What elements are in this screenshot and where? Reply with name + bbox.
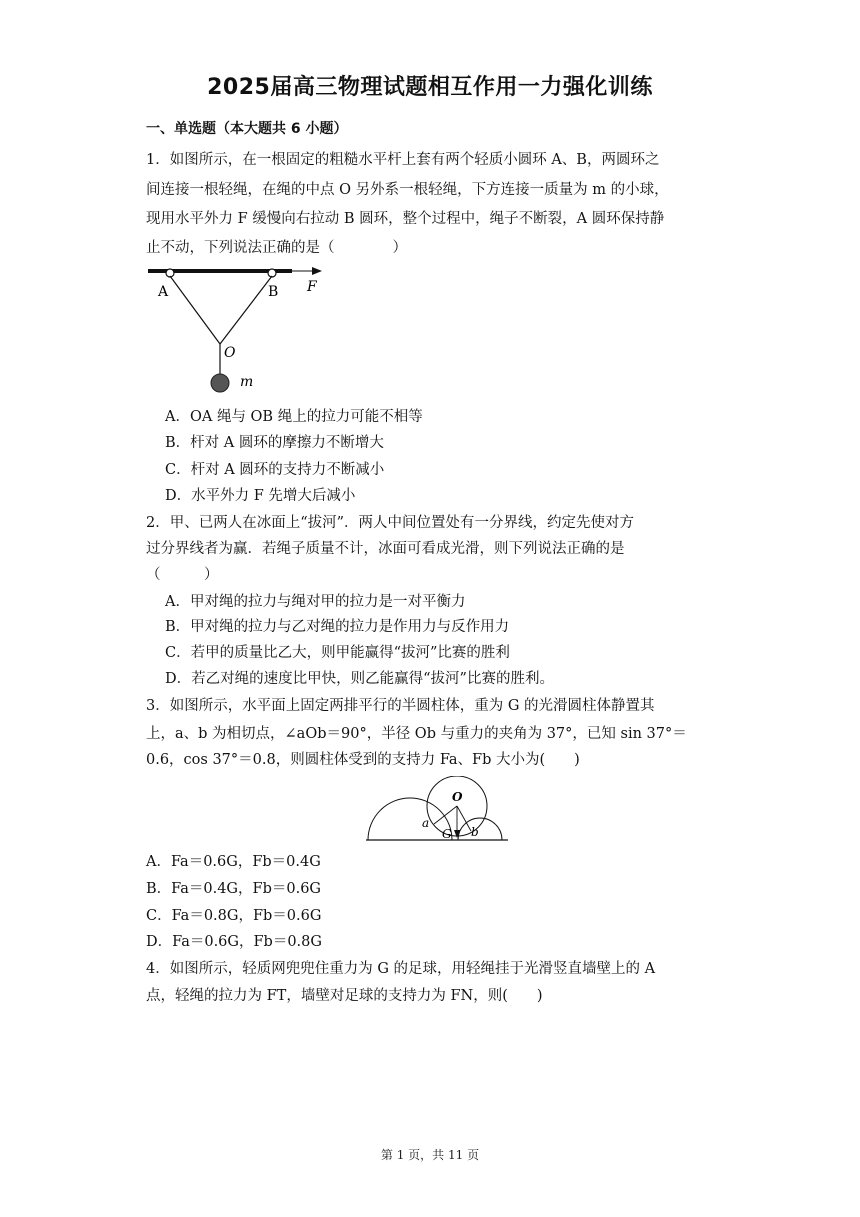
- q2-stem-line: 2．甲、已两人在冰面上“拔河”．两人中间位置处有一分界线，约定先使对方: [146, 515, 635, 531]
- q1-label-m: m: [240, 374, 254, 390]
- q2-stem-line: （ ）: [146, 567, 219, 583]
- q1-stem-line: 间连接一根轻绳，在绳的中点 O 另外系一根轻绳，下方连接一质量为 m 的小球，: [146, 182, 669, 198]
- q1-stem-line: 止不动，下列说法正确的是（ ）: [146, 240, 407, 256]
- q4-stem-line: 点，轻绳的拉力为 FT，墙壁对足球的支持力为 FN，则( ): [146, 988, 543, 1004]
- q2-option-b: B．甲对绳的拉力与乙对绳的拉力是作用力与反作用力: [165, 619, 510, 635]
- section-heading: 一、单选题（本大题共 6 小题）: [146, 121, 348, 137]
- q3-label-b: b: [471, 825, 479, 839]
- q3-label-g: G: [442, 827, 452, 841]
- q1-figure: [140, 258, 340, 398]
- q4-stem-line: 4．如图所示，轻质网兜兜住重力为 G 的足球，用轻绳挂于光滑竖直墙壁上的 A: [146, 961, 656, 977]
- q1-stem-line: 1．如图所示，在一根固定的粗糙水平杆上套有两个轻质小圆环 A、B，两圆环之: [146, 152, 660, 168]
- q1-label-a: A: [158, 284, 169, 300]
- q3-label-a: a: [422, 816, 430, 830]
- q2-option-d: D．若乙对绳的速度比甲快，则乙能赢得“拔河”比赛的胜利。: [165, 671, 554, 687]
- q3-stem-line: 上，a、b 为相切点，∠aOb＝90°，半径 Ob 与重力的夹角为 37°，已知 sin 37°＝: [146, 726, 687, 742]
- q1-option-d: D．水平外力 F 先增大后减小: [165, 488, 356, 504]
- q3-stem-line: 3．如图所示，水平面上固定两排平行的半圆柱体，重为 G 的光滑圆柱体静置其: [146, 698, 655, 714]
- q3-label-o: O: [452, 790, 463, 804]
- q2-stem-line: 过分界线者为赢．若绳子质量不计，冰面可看成光滑，则下列说法正确的是: [146, 541, 625, 557]
- q3-figure: [360, 776, 515, 844]
- q3-option-a: A．Fa＝0.6G，Fb＝0.4G: [146, 854, 321, 870]
- q3-option-c: C．Fa＝0.8G，Fb＝0.6G: [146, 908, 322, 924]
- page-title: 2025届高三物理试题相互作用一力强化训练: [207, 75, 653, 100]
- q3-option-b: B．Fa＝0.4G，Fb＝0.6G: [146, 881, 322, 897]
- q1-stem-line: 现用水平外力 F 缓慢向右拉动 B 圆环，整个过程中，绳子不断裂，A 圆环保持静: [146, 211, 665, 227]
- q3-option-d: D．Fa＝0.6G，Fb＝0.8G: [146, 934, 322, 950]
- q1-label-o: O: [224, 345, 236, 361]
- q1-option-a: A．OA 绳与 OB 绳上的拉力可能不相等: [165, 409, 423, 425]
- q2-option-c: C．若甲的质量比乙大，则甲能赢得“拔河”比赛的胜利: [165, 645, 510, 661]
- q1-label-f: F: [307, 279, 317, 295]
- q1-option-b: B．杆对 A 圆环的摩擦力不断增大: [165, 435, 384, 451]
- page-footer: 第 1 页，共 11 页: [380, 1148, 480, 1162]
- q1-option-c: C．杆对 A 圆环的支持力不断减小: [165, 462, 385, 478]
- q2-option-a: A．甲对绳的拉力与绳对甲的拉力是一对平衡力: [165, 594, 466, 610]
- q1-label-b: B: [268, 284, 279, 300]
- q3-stem-line: 0.6，cos 37°＝0.8，则圆柱体受到的支持力 Fa、Fb 大小为( ): [146, 752, 580, 768]
